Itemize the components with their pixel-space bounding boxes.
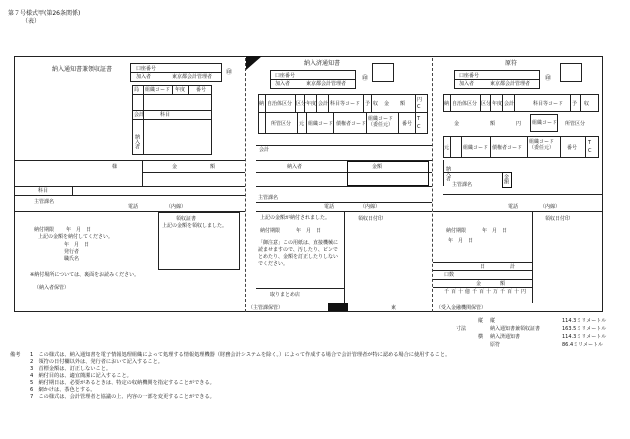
note-5: 5 納付期日は、必要があるときは、特定の収納機関を指定することができる。 [30,380,215,386]
right-amount-label-2: 額 [490,121,496,127]
stub-payee-label: 加入者 [136,74,152,80]
middle-hdr-10: 円 [417,97,423,103]
right-manager-label: 主管課名 [452,182,473,188]
stub-seal-mark: ㊞ [226,69,233,76]
right-phone-label: 電話 [508,204,519,210]
stub-num-label: 番号 [196,87,207,93]
digit-3: 億 [465,289,471,295]
right-yen: 円 [516,121,522,127]
middle-seal-mark: ㊞ [362,75,369,82]
stub-due-label: 納付期限 [34,227,55,233]
right-hdr-7: 収 [584,101,590,107]
right-receipt-date: 領収日付印 [545,216,571,222]
right-due-label: 納付期限 [446,228,467,234]
right-org-label: 組織コード [532,120,558,126]
right-keep-label: （受入金融機関保管） [436,305,487,311]
note-4: 4 納付目的は、適宜簡潔に記入すること。 [30,373,132,379]
perforation-1 [245,58,246,312]
middle-stamp-box [372,63,394,82]
middle-hdr-9: 額 [400,101,406,107]
middle-row2-2: 組織コード [308,121,334,127]
stub-phone-label: 電話 [128,204,139,210]
right-row-2: 債権者コード [492,145,523,151]
middle-due-date: 年 月 日 [296,228,322,234]
note-1: 1 この様式は、納入通知書を電子情報処理組織によって処理する情報処理機器（財務会計システムを除く。）によって作成する場合で会計管理者が特に認める場合に使用すること。 [30,352,451,358]
middle-hdr-7: 収 [373,101,379,107]
middle-due-label: 納付期限 [260,228,281,234]
middle-ext-label: （内線） [360,204,381,210]
dim-row-0-label: 縦 [490,318,496,324]
right-mgmt-label: 所管区分 [565,121,586,127]
middle-row2-1: 元 [299,121,305,127]
middle-row2-5: 番号 [402,121,413,127]
dimensions-side-w: 横 [478,334,484,340]
form-title: 第７号様式甲(第26条関係) [8,10,81,17]
middle-manager-label: 主管課名 [258,195,279,201]
dim-row-3-label: 原符 [490,342,501,348]
dim-row-2-value: 114.3ミリメートル [562,334,607,340]
digit-9: 百 [507,289,513,295]
right-hdr-6: 予 [572,101,578,107]
right-count-label: 計 [510,264,516,270]
right-due-date: 年 月 日 [482,228,508,234]
notes-title: 備考 [10,352,21,358]
right-hdr-0: 納 [444,101,450,107]
barcode-mark [328,303,348,311]
digit-5: 百 [479,289,485,295]
middle-bundle-label: 取りまとめ店 [270,292,301,298]
right-amt-label: 金 [476,281,482,287]
middle-code-grid [258,94,428,134]
right-payer-label: 納入者 [445,166,451,181]
digit-10: 十 [514,289,520,295]
stub-keep-label: （納入者保管） [34,285,70,291]
middle-phone-label: 電話 [324,204,335,210]
stub-note: ※納付場所については、裏面をお読みください。 [30,272,140,278]
note-2: 2 領符の日付欄以外は、発行者において記入すること。 [30,359,163,365]
stub-manager-label: 主管課名 [34,199,55,205]
middle-payer-label: 納入者 [287,164,303,170]
middle-caution: 「御注意」この用紙は、直接機械に読ませますので、汚したり、ピンでとめたり、金額を訂正したりしないでください。 [258,240,339,267]
right-hdr-1: 自治体区分 [452,101,478,107]
perforation-2 [432,58,433,312]
digit-2: 十 [458,289,464,295]
stub-org-label: 組織コード [145,87,171,93]
middle-payee-label: 加入者 [275,81,291,87]
right-day-label: 日 [480,264,486,270]
middle-title: 納入済通知書 [304,60,341,67]
middle-hdr-8: 金 [384,101,390,107]
stub-payee-value: 東京都会計管理者 [172,74,213,80]
right-hdr-4: 会計 [504,101,515,107]
stub-sama-label: 様 [112,164,118,170]
right-amt-label-2: 額 [500,281,506,287]
middle-row2-6: T [417,116,421,122]
stub-year-label: 年度 [175,87,186,93]
right-hdr-5: 科目等コード [533,101,564,107]
digit-row [444,287,530,303]
right-hdr-2: 区分 [481,101,492,107]
middle-row2-3: 債権者コード [336,121,367,127]
middle-hdr-1: 自治体区分 [267,101,293,107]
note-3: 3 首標金額は、訂正しないこと。 [30,366,112,372]
right-ext-label: （内線） [540,204,561,210]
right-row-0: 元 [444,145,450,151]
stub-receipt-title: 領収証書 [176,216,197,222]
middle-acct-label: 会計 [259,147,270,153]
middle-row2-4: 組織コード（委任元） [368,116,394,128]
stub-amount-label: 金 [172,164,178,170]
digit-0: 千 [444,289,450,295]
side-label: （表） [22,18,41,25]
stub-issue-date: 年 月 日 [64,242,90,248]
middle-hdr-0: 納 [259,101,265,107]
stub-section-label: 科目 [160,112,171,118]
right-stamp-box [560,63,582,82]
right-row-5: T [588,140,592,146]
middle-row2-7: C [417,124,421,130]
right-row-1: 組織コード [463,145,489,151]
stub-dept-label: 局 [134,87,140,93]
stub-official-label: 職氏名 [64,256,80,262]
right-code-label: 口座番号 [459,73,480,79]
middle-hdr-3: 年度 [306,101,317,107]
right-num-label: 口数 [444,272,455,278]
middle-payee-value: 東京都会計管理者 [306,81,347,87]
dimensions-title: 寸法 [456,326,467,332]
stub-acct-label: 会計 [134,112,145,118]
right-hdr-3: 年度 [492,101,503,107]
right-due-date-2: 年 月 日 [448,238,474,244]
right-title: 原符 [505,60,518,67]
middle-code-label: 口座番号 [275,73,296,79]
stub-notice-text: 上記の金額を納付してください。 [38,234,114,240]
digit-11: 円 [521,289,527,295]
stub-code-grid [132,85,212,155]
stub-issuer-label: 発行者 [64,249,80,255]
stub-amount-label-2: 額 [210,164,216,170]
stub-receipt-text: 上記の金額を領収しました。 [162,223,228,229]
middle-mark: 東 [391,305,397,311]
note-6: 6 網かけは、茶色とする。 [30,387,96,393]
right-payee-value: 東京都会計管理者 [490,81,531,87]
middle-keep-label: （主管課保管） [248,305,284,311]
right-amount-box-label: 金額 [503,174,509,184]
middle-hdr-2: 区分 [296,101,307,107]
dim-row-2-label: 納入済通知書 [490,334,521,340]
digit-8: 千 [500,289,506,295]
stub-receipt-box [158,212,240,270]
dim-row-3-value: 86.4ミリメートル [562,342,604,348]
middle-notice: 上記の金額が納付されました。 [260,215,331,221]
middle-hdr-11: C [417,104,421,110]
stub-code-label: 口座番号 [136,66,157,72]
digit-6: 十 [486,289,492,295]
middle-hdr-6: 予 [365,101,371,107]
right-payee-label: 加入者 [459,81,475,87]
digit-7: 万 [493,289,499,295]
middle-receipt-date: 領収日付印 [358,216,384,222]
right-row-4: 番号 [567,145,578,151]
stub-due-date: 年 月 日 [66,227,92,233]
right-amount-label: 金 [454,121,460,127]
dim-row-1-value: 163.5ミリメートル [562,326,607,332]
dimensions-side-h: 縦 [478,318,484,324]
middle-row2-0: 所管区分 [271,121,292,127]
stub-title: 納入通知書兼領収証書 [52,66,113,73]
stub-ext-label: （内線） [166,204,187,210]
right-row-3: 組織コード（委任元） [529,139,555,151]
digit-4: 千 [472,289,478,295]
dim-row-0-value: 114.3ミリメートル [562,318,607,324]
note-7: 7 この様式は、会計管理者と協議の上、内容の一部を変更することができる。 [30,394,215,400]
dim-row-1-label: 納入通知書兼領収証書 [490,326,541,332]
right-seal-mark: ㊞ [545,75,552,82]
right-row-6: C [588,148,592,154]
middle-amount-box[interactable] [347,161,429,186]
corner-mark-icon [246,56,262,70]
middle-hdr-4: 会計 [318,101,329,107]
stub-name-label: 納入者 [134,134,140,149]
digit-1: 百 [451,289,457,295]
stub-subject-label: 科目 [38,188,49,194]
middle-hdr-5: 科目等コード [330,101,361,107]
middle-amount-label: 金額 [372,164,383,170]
